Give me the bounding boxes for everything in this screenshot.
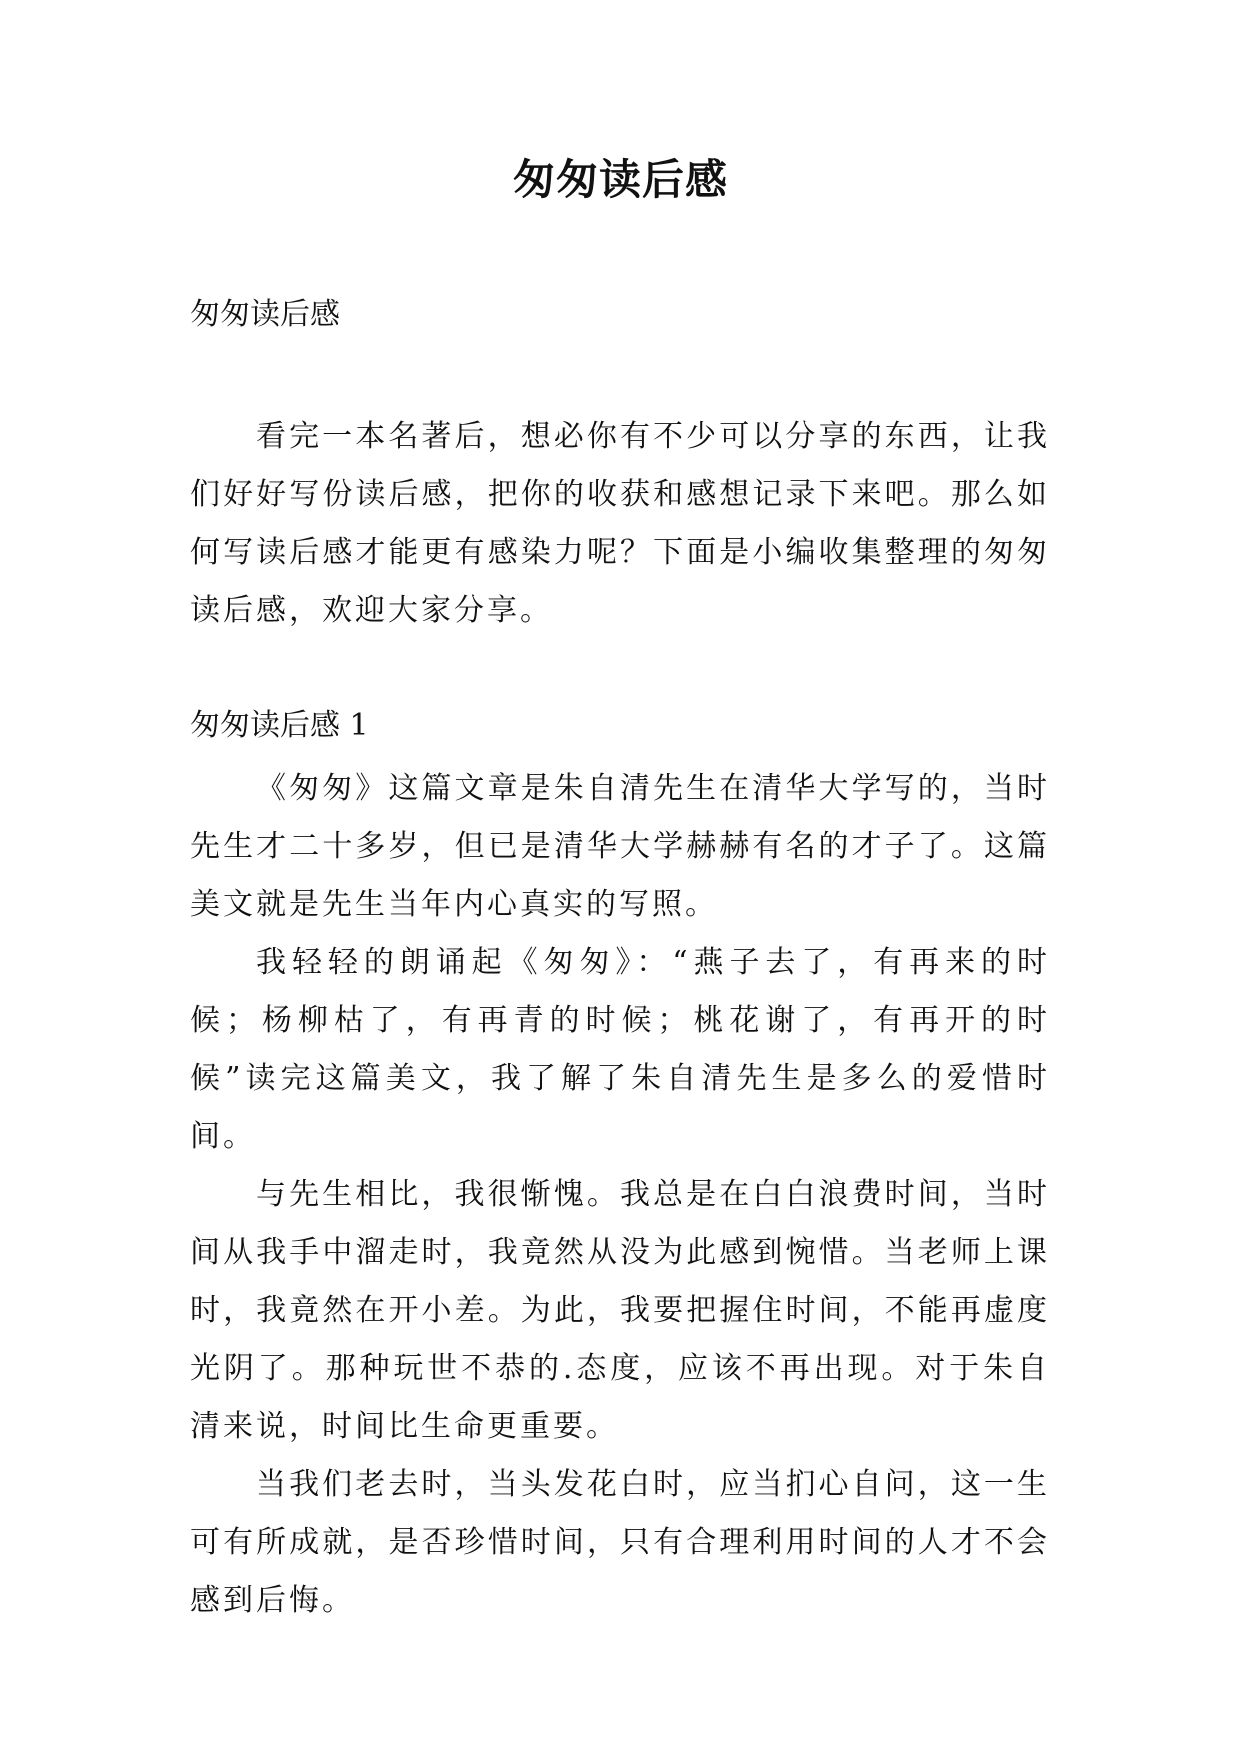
- essay-paragraph: 当我们老去时，当头发花白时，应当扪心自问，这一生可有所成就，是否珍惜时间，只有合理利用时间的人才不会感到后悔。: [190, 1467, 1050, 1618]
- document-subtitle: 匆匆读后感: [190, 297, 340, 332]
- document-title: 匆匆读后感: [512, 155, 728, 204]
- essay-paragraph: 与先生相比，我很惭愧。我总是在白白浪费时间，当时间从我手中溜走时，我竟然从没为此感到惋惜。当老师上课时，我竟然在开小差。为此，我要把握住时间，不能再虚度光阴了。那种玩世不恭的.态度，应该不再出现。对于朱自清来说，时间比生命更重要。: [190, 1177, 1050, 1444]
- essay-paragraph: 《匆匆》这篇文章是朱自清先生在清华大学写的，当时先生才二十多岁，但已是清华大学赫赫有名的才子了。这篇美文就是先生当年内心真实的写照。: [190, 771, 1050, 922]
- intro-paragraph: 看完一本名著后，想必你有不少可以分享的东西，让我们好好写份读后感，把你的收获和感想记录下来吧。那么如何写读后感才能更有感染力呢？下面是小编收集整理的匆匆读后感，欢迎大家分享。: [190, 419, 1050, 628]
- section-heading: 匆匆读后感 1: [190, 708, 369, 743]
- intro-section: [190, 408, 1050, 640]
- essay-body: [190, 760, 1050, 1630]
- essay-paragraph: 我轻轻的朗诵起《匆匆》：“燕子去了，有再来的时候；杨柳枯了，有再青的时候；桃花谢了，有再开的时候”读完这篇美文，我了解了朱自清先生是多么的爱惜时间。: [190, 945, 1050, 1154]
